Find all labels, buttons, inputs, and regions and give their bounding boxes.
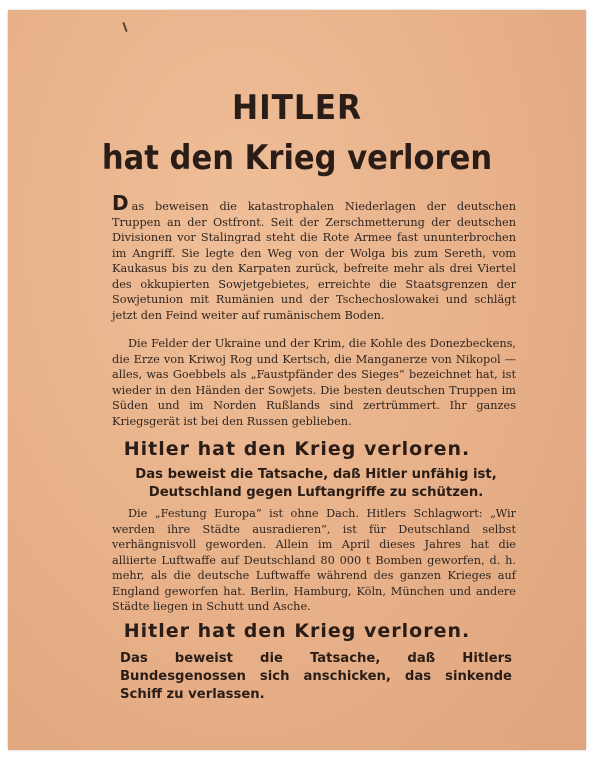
paragraph-2: Die Felder der Ukraine und der Krim, die Kohle des Donezbeckens, die Erze von Kriwoj Rog und Kertsch, die Manganerze von Nikopol — alles, was Goebbels als „Faustpfänder des Sieges“ bezeichnet hat, ist wieder in den Händen der Sowjets. Die besten deutschen Truppen im Süden und im Norden Rußlands sind zertrümmert. Ihr ganzes Kriegsgerät ist bei den Russen geblieben. [112,337,516,428]
drop-cap: D [112,191,129,215]
subheading-2: Das beweist die Tatsache, daß Hitlers Bundesgenossen sich anschicken, das sinkende Schiff zu verlassen. [120,651,512,702]
heading-1: Hitler hat den Krieg verloren. [123,438,471,460]
ink-mark [122,22,127,32]
title-line-1: HITLER [231,88,363,128]
title-line-2: hat den Krieg verloren [101,138,493,178]
paragraph-1 [112,191,516,323]
leaflet-sheet [8,10,586,750]
heading-2: Hitler hat den Krieg verloren. [123,620,471,642]
paragraph-1-text: as beweisen die katastrophalen Niederlagen der deutschen Truppen an der Ostfront. Seit der Zerschmetterung der deutschen Divisionen vor Stalingrad steht die Rote Armee fast ununterbrochen im Angriff. Sie legte den Weg von der Wolga bis zum Sereth, vom Kaukasus bis zu den Karpaten zurück, befreite mehr als drei Viertel des okkupierten Sowjetgebietes, erreichte die Staatsgrenzen der Sowjetunion mit Rumänien und der Tschechoslowakei und schlägt jetzt den Feind weiter auf rumänischem Boden. [112,200,516,322]
paragraph-3: Die „Festung Europa“ ist ohne Dach. Hitlers Schlagwort: „Wir werden ihre Städte ausradieren“, ist für Deutschland selbst verhängnisvoll geworden. Allein im April dieses Jahres hat die alliierte Luftwaffe auf Deutschland 80 000 t Bomben geworfen, d. h. mehr, als die deutsche Luftwaffe während des ganzen Krieges auf England geworfen hat. Berlin, Hamburg, Köln, München und andere Städte liegen in Schutt und Asche. [112,507,516,613]
subheading-1: Das beweist die Tatsache, daß Hitler unfähig ist, Deutschland gegen Luftangriffe zu schützen. [135,467,497,500]
